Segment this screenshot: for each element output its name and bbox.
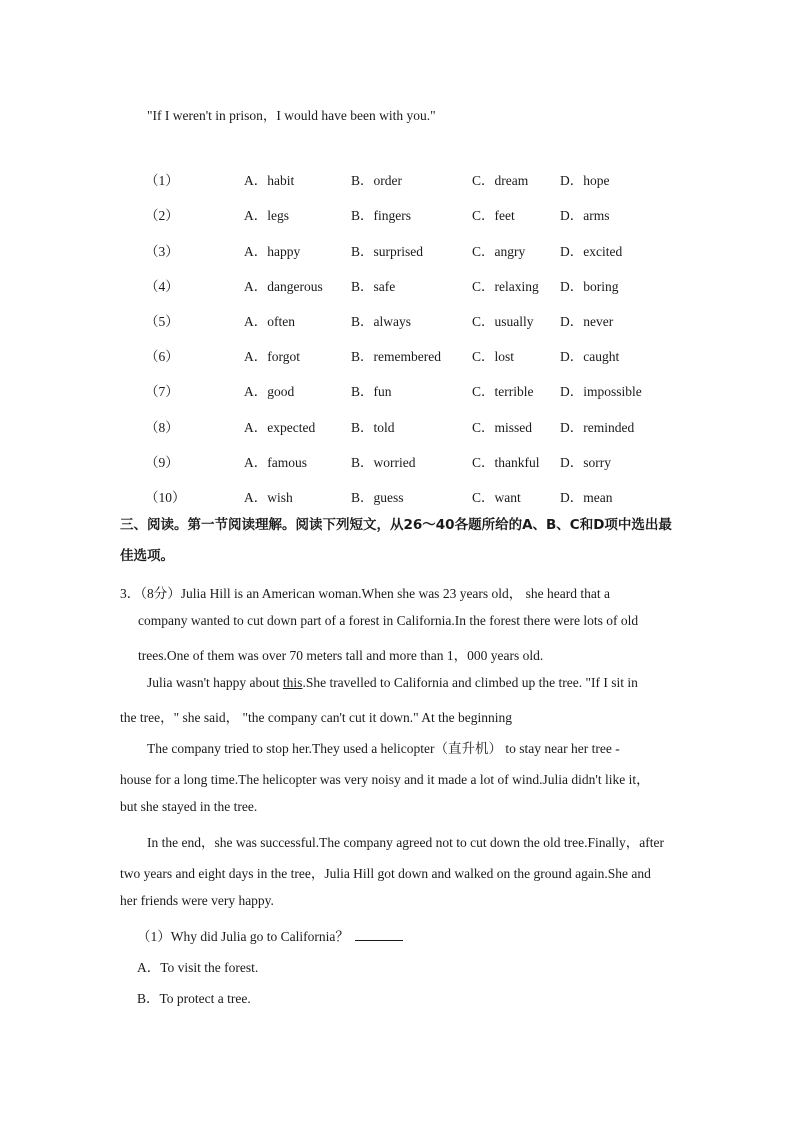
question-number: （2） bbox=[145, 208, 179, 223]
option-c: C．terrible bbox=[472, 384, 534, 399]
passage-text: .She travelled to California and climbed up the tree. "If I sit in bbox=[302, 675, 638, 690]
question-number: （9） bbox=[145, 455, 179, 470]
question-number: （10） bbox=[145, 490, 186, 505]
option-a: A．legs bbox=[244, 208, 289, 223]
options-row bbox=[0, 345, 794, 365]
options-row bbox=[0, 486, 794, 506]
options-row bbox=[0, 451, 794, 471]
option-b: B．remembered bbox=[351, 349, 441, 364]
passage-line: company wanted to cut down part of a forest in California.In the forest there were lots of old bbox=[138, 613, 639, 628]
options-row bbox=[0, 204, 794, 224]
passage-line: her friends were very happy. bbox=[120, 893, 274, 908]
option-d: D．sorry bbox=[560, 455, 611, 470]
option-b: B．worried bbox=[351, 455, 416, 470]
option-d: D．excited bbox=[560, 244, 623, 259]
option-d: D．mean bbox=[560, 490, 613, 505]
question-stem bbox=[137, 925, 403, 945]
option-d: D．caught bbox=[560, 349, 620, 364]
option-d: D．reminded bbox=[560, 420, 635, 435]
options-row bbox=[0, 380, 794, 400]
quote-line: "If I weren't in prison，I would have been with you." bbox=[147, 108, 436, 123]
question-number: （4） bbox=[145, 279, 179, 294]
question-number: （1） bbox=[145, 173, 179, 188]
option-d: D．never bbox=[560, 314, 614, 329]
option-c: C．dream bbox=[472, 173, 529, 188]
passage-line bbox=[147, 675, 638, 691]
option-a: A．expected bbox=[244, 420, 316, 435]
options-row bbox=[0, 169, 794, 189]
option-d: D．hope bbox=[560, 173, 610, 188]
option-c: C．want bbox=[472, 490, 521, 505]
option-c: C．usually bbox=[472, 314, 534, 329]
question-number: （8） bbox=[145, 420, 179, 435]
options-row bbox=[0, 240, 794, 260]
passage-line: house for a long time.The helicopter was very noisy and it made a lot of wind.Julia didn't like it， bbox=[120, 772, 650, 787]
underlined-word: this bbox=[282, 675, 303, 690]
option-b: B．order bbox=[351, 173, 402, 188]
option-c: C．feet bbox=[472, 208, 515, 223]
option-c: C．angry bbox=[472, 244, 526, 259]
option-b: B．guess bbox=[351, 490, 404, 505]
option-a: A．good bbox=[244, 384, 295, 399]
question-number: （6） bbox=[145, 349, 179, 364]
passage-line: In the end，she was successful.The company agreed not to cut down the old tree.Finally，after bbox=[147, 835, 664, 850]
option-a: A．famous bbox=[244, 455, 307, 470]
option-a: A．forgot bbox=[244, 349, 300, 364]
option-d: D．boring bbox=[560, 279, 619, 294]
option-c: C．thankful bbox=[472, 455, 540, 470]
option-a: A．habit bbox=[244, 173, 295, 188]
option-b: B．fingers bbox=[351, 208, 411, 223]
option-b: B．told bbox=[351, 420, 395, 435]
options-row bbox=[0, 416, 794, 436]
passage-line: trees.One of them was over 70 meters tall and more than 1，000 years old. bbox=[138, 648, 544, 663]
question-number: （3） bbox=[145, 244, 179, 259]
option-a: A．wish bbox=[244, 490, 293, 505]
answer-blank[interactable] bbox=[355, 928, 403, 941]
option-d: D．impossible bbox=[560, 384, 642, 399]
options-row bbox=[0, 275, 794, 295]
option-d: D．arms bbox=[560, 208, 610, 223]
passage-line: but she stayed in the tree. bbox=[120, 799, 258, 814]
answer-option-b[interactable]: B．To protect a tree. bbox=[137, 991, 251, 1006]
question-number: （5） bbox=[145, 314, 179, 329]
option-b: B．fun bbox=[351, 384, 392, 399]
option-a: A．often bbox=[244, 314, 295, 329]
question-text: （1）Why did Julia go to California？ bbox=[137, 929, 349, 944]
option-b: B．always bbox=[351, 314, 411, 329]
option-b: B．surprised bbox=[351, 244, 423, 259]
option-c: C．lost bbox=[472, 349, 515, 364]
section-heading: 三、阅读。第一节阅读理解。阅读下列短文，从26～40各题所给的A、B、C和D项中选出最佳选项。 bbox=[120, 517, 672, 564]
options-row bbox=[0, 310, 794, 330]
option-c: C．missed bbox=[472, 420, 533, 435]
passage-line: The company tried to stop her.They used a helicopter（直升机） to stay near her tree - bbox=[147, 741, 620, 756]
option-c: C．relaxing bbox=[472, 279, 539, 294]
option-a: A．dangerous bbox=[244, 279, 323, 294]
passage-line: two years and eight days in the tree，Julia Hill got down and walked on the ground again.She and bbox=[120, 866, 651, 881]
passage-line: 3．（8分）Julia Hill is an American woman.When she was 23 years old， she heard that a bbox=[120, 586, 611, 601]
passage-line: the tree，" she said， "the company can't cut it down." At the beginning bbox=[120, 710, 513, 725]
question-number: （7） bbox=[145, 384, 179, 399]
answer-option-a[interactable]: A．To visit the forest. bbox=[137, 960, 259, 975]
option-b: B．safe bbox=[351, 279, 396, 294]
option-a: A．happy bbox=[244, 244, 301, 259]
passage-text: Julia wasn't happy about bbox=[147, 675, 283, 690]
